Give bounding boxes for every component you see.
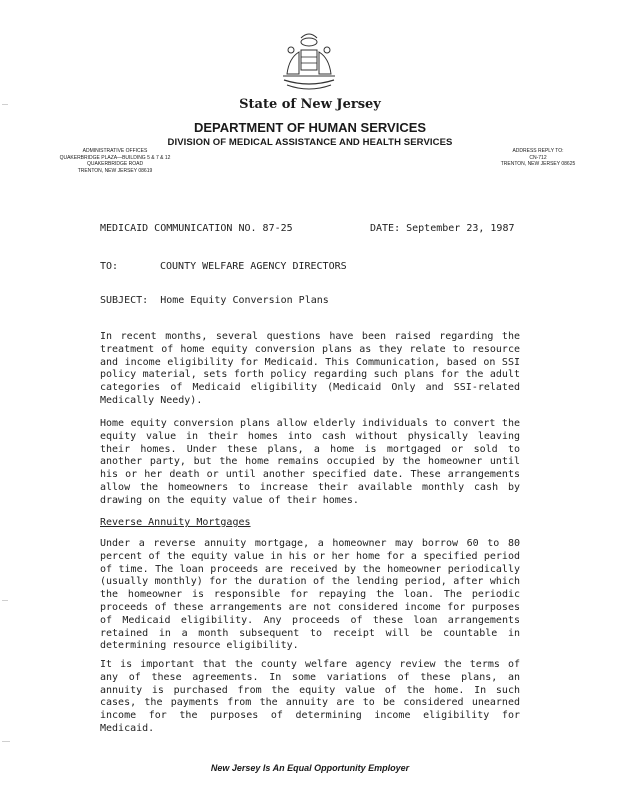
footer-statement: New Jersey Is An Equal Opportunity Employer [210,763,410,773]
state-name: State of New Jersey [239,97,381,112]
memo-date: DATE: September 23, 1987 [370,223,515,234]
paragraph-2: Home equity conversion plans allow elderly individuals to convert the equity value in their homes into cash without physically leaving their homes. Under these plans, a home is mortgaged or sold to another party, but the home remains occupied by the homeowner until his or her death or until another specified date. These arrangements allow the homeowners to increase their available monthly cash by drawing on the equity value of their homes. [100,418,520,506]
address-line: QUAKERBRIDGE ROAD [86,161,144,168]
scan-mark [2,741,10,742]
administrative-address [30,148,200,174]
address-line: CN-712 [529,154,547,161]
paragraph-1: In recent months, several questions have been raised regarding the treatment of home equity conversion plans as they relate to resource and income eligibility for Medicaid. This Communication, based on SSI policy material, sets forth policy regarding such plans for the adult categories of Medicaid eligibility (Medicaid Only and SSI-related Medically Needy). [100,331,520,406]
to-recipient: COUNTY WELFARE AGENCY DIRECTORS [160,261,347,272]
communication-number: MEDICAID COMMUNICATION NO. 87-25 [100,223,293,234]
paragraph-4: It is important that the county welfare agency review the terms of any of these agreements. In some variations of these plans, an annuity is purchased from the equity value of the home. In such cases, the payments from the annuity are to be considered unearned income for the purposes of determining income eligibility for Medicaid. [100,659,520,734]
address-line: TRENTON, NEW JERSEY 08619 [77,167,153,174]
address-line: ADMINISTRATIVE OFFICES [82,148,148,154]
division-title: DIVISION OF MEDICAL ASSISTANCE AND HEALTH SERVICES [167,137,453,148]
scan-mark [2,104,8,105]
paragraph-3: Under a reverse annuity mortgage, a homeowner may borrow 60 to 80 percent of the equity value in his or her home for a specified period of time. The loan proceeds are received by the homeowner periodically (usually monthly) for the duration of the lending period, after which the homeowner is responsible for repaying the loan. The periodic proceeds of these arrangements are not considered income for purposes of Medicaid eligibility. Any proceeds of these loan arrangements retained in a month subsequent to receipt will be countable in determining resource eligibility. [100,538,520,652]
state-seal-icon [279,30,339,96]
address-line: TRENTON, NEW JERSEY 08625 [500,161,576,168]
scan-mark [2,600,8,601]
to-label: TO: [100,261,119,272]
address-line: ADDRESS REPLY TO: [512,148,564,154]
department-title: DEPARTMENT OF HUMAN SERVICES [193,120,427,135]
reply-address [488,148,588,168]
subject-line: SUBJECT: Home Equity Conversion Plans [100,295,329,306]
section-heading: Reverse Annuity Mortgages [100,517,251,528]
address-line: QUAKERBRIDGE PLAZA—BUILDING 5 & 7 & 12 [59,154,171,161]
